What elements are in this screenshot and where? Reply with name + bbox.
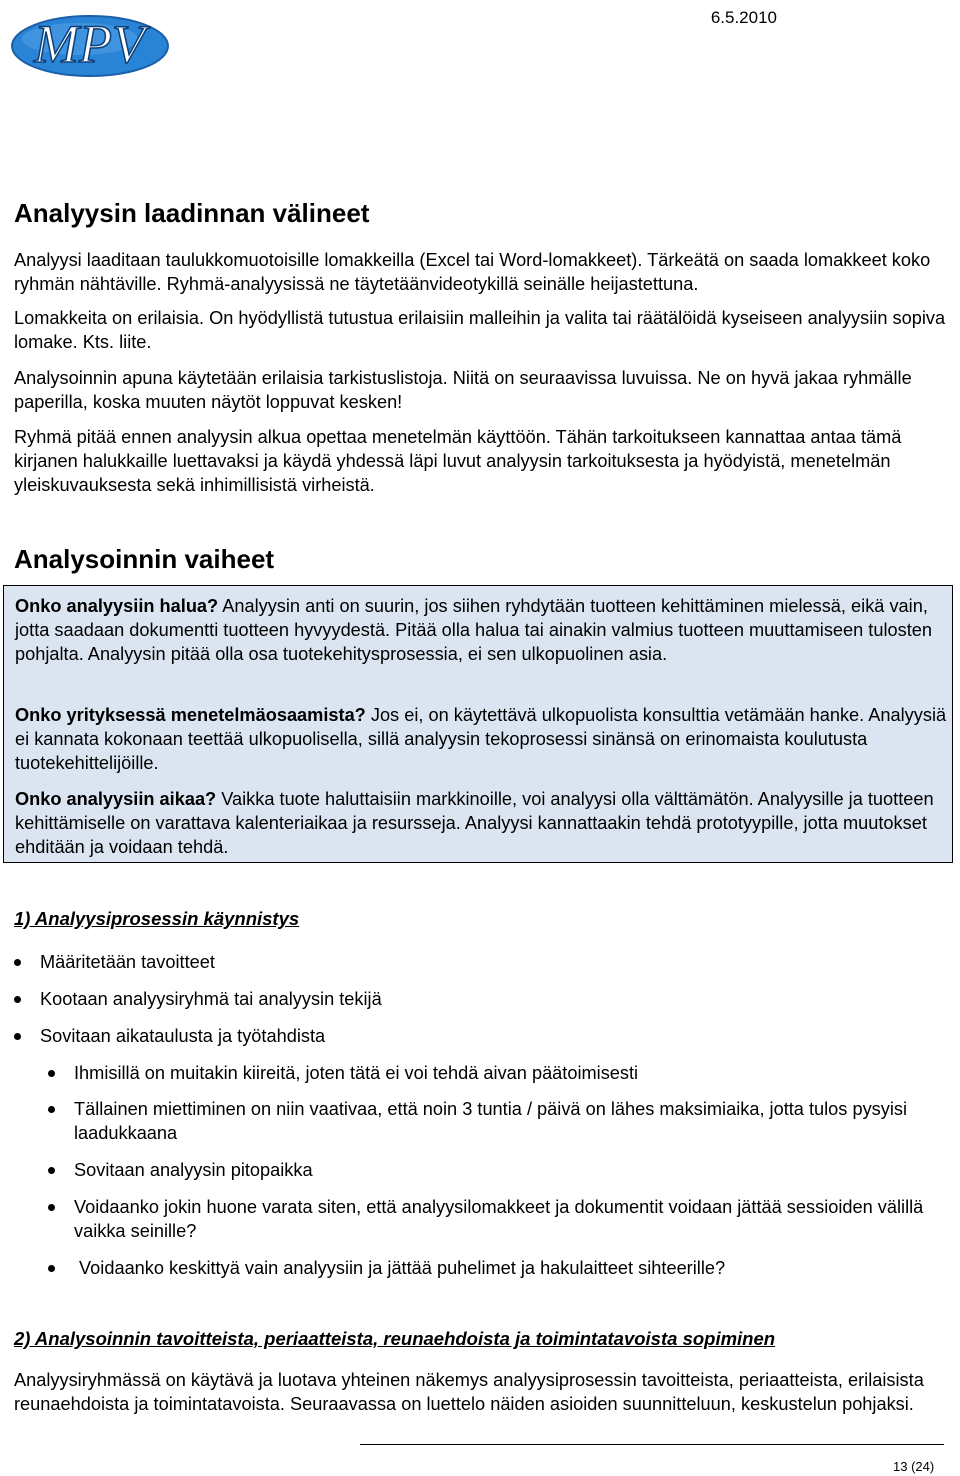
- box-paragraph: Onko analyysiin aikaa? Vaikka tuote haluttaisiin markkinoille, voi analyysi olla välttämätön. Analyysille ja tuotteen kehittämiselle on varattava kalenteriaikaa ja resursseja. Analyysi kannattaakin tehdä prototyypille, jotta muutokset ehditään ja voidaan tehdä.: [15, 789, 934, 858]
- mpv-logo: [10, 6, 174, 78]
- bullet-icon: [14, 996, 21, 1003]
- requirements-box: [3, 585, 953, 863]
- paragraph: Lomakkeita on erilaisia. On hyödyllistä tutustua erilaisiin malleihin ja valita tai räätälöidä kyseiseen analyysiin sopiva lomake. Kts. liite.: [14, 308, 946, 353]
- footer-divider: [360, 1444, 944, 1445]
- bullet-icon: [14, 959, 21, 966]
- step1-title: 1) Analyysiprosessin käynnistys: [14, 908, 300, 929]
- bullet-icon: [48, 1167, 55, 1174]
- box-paragraph: Onko yrityksessä menetelmäosaamista? Jos ei, on käytettävä ulkopuolista konsulttia vetämään hanke. Analyysiä ei kannata kokonaan teettää ulkopuolisella, sillä analyysin tekoprosessi sinänsä on erinomaista koulutusta tuotekehittelijöille.: [15, 705, 947, 774]
- paragraph: Analysoinnin apuna käytetään erilaisia tarkistuslistoja. Niitä on seuraavissa luvuissa. Ne on hyvä jakaa ryhmälle paperilla, koska muuten näytöt loppuvat kesken!: [14, 368, 912, 413]
- section-title-tools: Analyysin laadinnan välineet: [14, 198, 370, 228]
- bullet-icon: [48, 1070, 55, 1077]
- paragraph: Analyysi laaditaan taulukkomuotoisille lomakkeilla (Excel tai Word-lomakkeet). Tärkeätä on saada lomakkeet koko ryhmän nähtäville. Ryhmä-analyysissä ne täytetäänvideotykillä seinälle heijastettuna.: [14, 250, 931, 295]
- logo-text: MPV: [34, 14, 145, 74]
- bullet-icon: [14, 1033, 21, 1040]
- step2-title: 2) Analysoinnin tavoitteista, periaatteista, reunaehdoista ja toimintatavoista sopiminen: [14, 1328, 776, 1349]
- box-paragraph: Onko analyysiin halua? Analyysin anti on suurin, jos siihen ryhdytään tuotteen kehittäminen mielessä, eikä vain, jotta saadaan dokumentti tuotteen hyvyydestä. Pitää olla halua tai ainakin valmius tuotteen muuttamiseen tulosten pohjalta. Analyysin pitää olla osa tuotekehitysprosessia, ei sen ulkopuolinen asia.: [15, 596, 933, 665]
- bullet-icon: [48, 1265, 55, 1272]
- bullet-icon: [48, 1204, 55, 1211]
- bullet-icon: [48, 1106, 55, 1113]
- paragraph: Ryhmä pitää ennen analyysin alkua opettaa menetelmän käyttöön. Tähän tarkoitukseen kannattaa antaa tämä kirjanen halukkaille luettavaksi ja käydä yhdessä läpi luvut analyysin tarkoituksesta ja hyödyistä, menetelmän yleiskuvauksesta sekä inhimillisistä virheistä.: [14, 427, 902, 496]
- section-title-phases: Analysoinnin vaiheet: [14, 544, 275, 574]
- paragraph: Analyysiryhmässä on käytävä ja luotava yhteinen näkemys analyysiprosessin tavoitteista, periaatteista, erilaisista reunaehdoista ja toimintatavoista. Seuraavassa on luettelo näiden asioiden suunnitteluun, keskustelun pohjaksi.: [14, 1370, 924, 1415]
- page-date: 6.5.2010: [710, 8, 777, 27]
- page-number: 13 (24): [893, 1459, 935, 1474]
